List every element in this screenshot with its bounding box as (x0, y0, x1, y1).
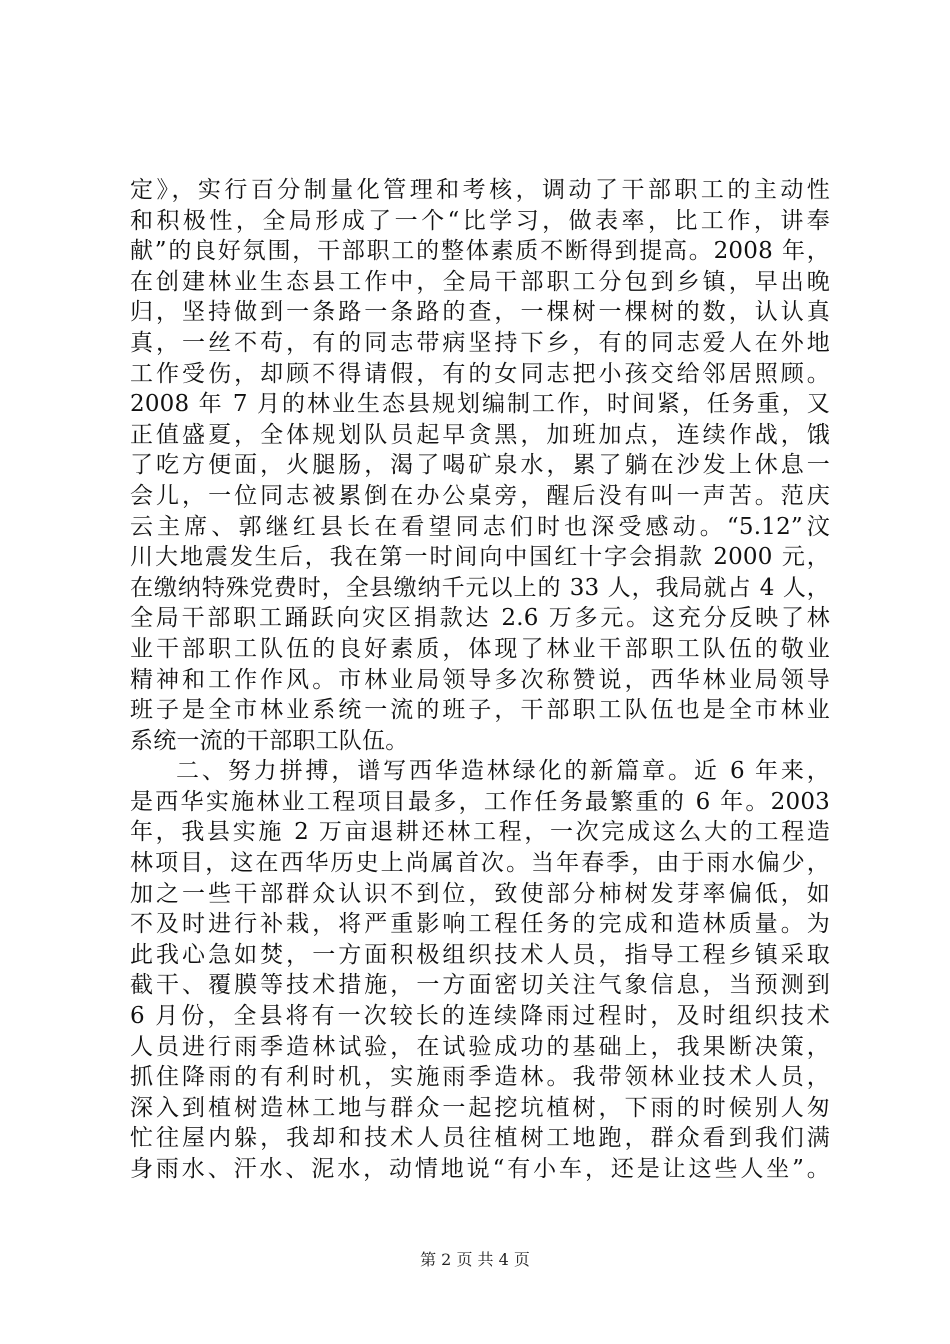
text-line: 业干部职工队伍的良好素质，体现了林业干部职工队伍的敬业 (130, 635, 830, 662)
page-number-footer: 第 2 页 共 4 页 (420, 1250, 530, 1269)
text-line: 系统一流的干部职工队伍。 (130, 727, 409, 754)
text-line: 深入到植树造林工地与群众一起挖坑植树，下雨的时候别人匆 (130, 1094, 830, 1121)
text-line: 忙往屋内躲，我却和技术人员往植树工地跑，群众看到我们满 (130, 1125, 830, 1152)
text-line: 和积极性，全局形成了一个“比学习，做表率，比工作，讲奉 (130, 207, 830, 234)
text-line: 在缴纳特殊党费时，全县缴纳千元以上的 33 人，我局就占 4 人， (130, 574, 830, 601)
text-line: 是西华实施林业工程项目最多，工作任务最繁重的 6 年。2003 (130, 788, 830, 815)
text-line: 2008 年 7 月的林业生态县规划编制工作，时间紧，任务重，又 (130, 391, 830, 418)
text-line: 工作受伤，却顾不得请假，有的女同志把小孩交给邻居照顾。 (130, 360, 830, 387)
text-line: 抓住降雨的有利时机，实施雨季造林。我带领林业技术人员， (130, 1064, 830, 1091)
text-line: 真，一丝不苟，有的同志带病坚持下乡，有的同志爱人在外地 (130, 329, 830, 356)
text-line: 班子是全市林业系统一流的班子，干部职工队伍也是全市林业 (130, 697, 830, 724)
body-text (130, 175, 830, 1185)
section-heading-line: 二、努力拼搏，谱写西华造林绿化的新篇章。近 6 年来， (176, 758, 830, 785)
text-line: 在创建林业生态县工作中，全局干部职工分包到乡镇，早出晚 (130, 268, 830, 295)
text-line: 不及时进行补栽，将严重影响工程任务的完成和造林质量。为 (130, 911, 830, 938)
text-line: 身雨水、汗水、泥水，动情地说“有小车，还是让这些人坐”。 (130, 1156, 830, 1182)
text-line: 了吃方便面，火腿肠，渴了喝矿泉水，累了躺在沙发上休息一 (130, 452, 830, 479)
text-line: 6 月份，全县将有一次较长的连续降雨过程时，及时组织技术 (130, 1003, 830, 1030)
text-line: 献”的良好氛围，干部职工的整体素质不断得到提高。2008 年， (130, 238, 830, 265)
text-line: 加之一些干部群众认识不到位，致使部分柿树发芽率偏低，如 (130, 880, 830, 907)
text-line: 正值盛夏，全体规划队员起早贪黑，加班加点，连续作战，饿 (130, 421, 830, 448)
text-line: 归，坚持做到一条路一条路的查，一棵树一棵树的数，认认真 (130, 299, 830, 326)
text-line: 全局干部职工踊跃向灾区捐款达 2.6 万多元。这充分反映了林 (130, 605, 830, 632)
text-line: 年，我县实施 2 万亩退耕还林工程，一次完成这么大的工程造 (130, 819, 830, 846)
text-line: 云主席、郭继红县长在看望同志们时也深受感动。“5.12”汶 (130, 513, 830, 540)
text-line: 会儿，一位同志被累倒在办公桌旁，醒后没有叫一声苦。范庆 (130, 482, 830, 509)
text-line: 林项目，这在西华历史上尚属首次。当年春季，由于雨水偏少， (130, 850, 830, 877)
text-line: 人员进行雨季造林试验，在试验成功的基础上，我果断决策， (130, 1033, 830, 1060)
text-line: 此我心急如焚，一方面积极组织技术人员，指导工程乡镇采取 (130, 941, 830, 968)
text-line: 川大地震发生后，我在第一时间向中国红十字会捐款 2000 元， (130, 544, 830, 571)
text-line: 截干、覆膜等技术措施，一方面密切关注气象信息，当预测到 (130, 972, 830, 999)
text-line: 精神和工作作风。市林业局领导多次称赞说，西华林业局领导 (130, 666, 830, 693)
text-line: 定》，实行百分制量化管理和考核，调动了干部职工的主动性 (130, 177, 830, 203)
